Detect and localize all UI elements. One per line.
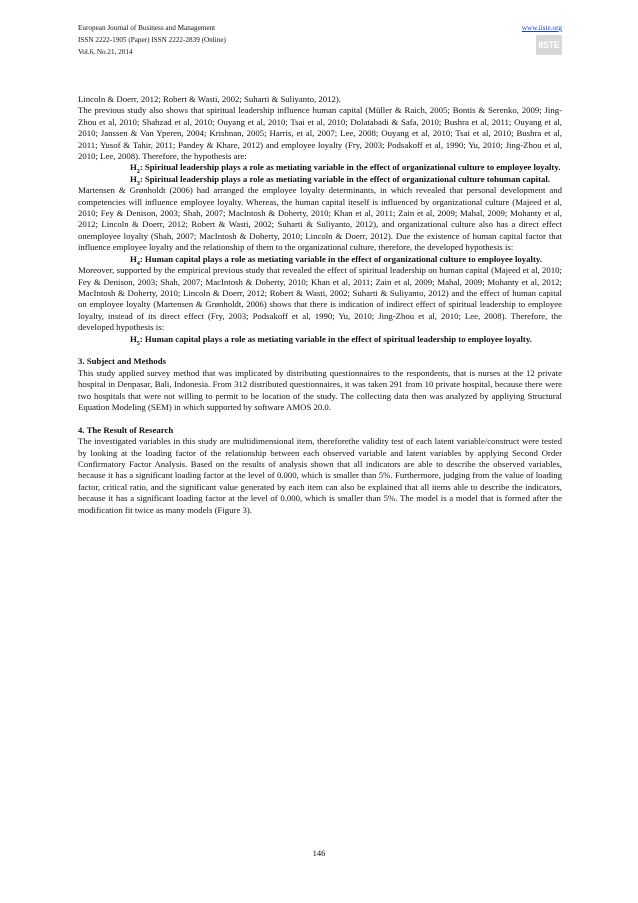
page-header	[78, 22, 562, 58]
page-body	[78, 94, 562, 516]
section-heading-methods: 3. Subject and Methods	[78, 356, 166, 367]
page-number: 146	[312, 848, 326, 858]
paragraph-methods: This study applied survey method that was implicated by distributing questionnaires to the respondents, that is nurses at the 12 private hospital in Denpasar, Bali, Indonesia. From 312 distributed questionnaires, it was taken 291 from 10 private hospital, because there were two hospitals that were not willing to permit to be location of the study. The collecting data then was analyzed by appliying Structural Equation Modeling (SEM) in which supported by software AMOS 20.0.	[78, 367, 562, 412]
hypothesis-h3: $H_3$: Spiritual leadership plays a role as metiating variable in the effect of organizational culture tohuman capital.	[130, 173, 550, 187]
paragraph-4: Moreover, supported by the empirical previous study that revealed the effect of spiritual leadership on human capital (Majeed et al, 2010; Fey & Denison, 2003; Shah, 2007; MacIntosh & Doherty, 2010; Khan et al, 2011; Zain et al, 2009; Mahal, 2009; Mohanty et al, 2012; MacIntosh & Doherty, 2010; Lincoln & Doerr, 2012; Robert & Wasti, 2002; Suharti & Suliyanto, 2012) and the effect of human capital on employee loyalty (Martensen & Grønholdt, 2006) shows that there is indication of indirect effect of spiritual leadership to employee loyalty, instead of its direct effect (Fry, 2003; Podsakoff et al, 1990; Yu, 2010; Jing-Zhou et al, 2010; Lee, 2008). Therefore, the developed hypothesis is:	[78, 265, 562, 333]
volume-line: Vol.6, No.21, 2014	[78, 48, 133, 56]
iiste-logo: IISTE	[536, 35, 562, 55]
hypothesis-h5: $H_5$: Human capital plays a role as metiating variable in the effect of spiritual leadership to employee loyalty.	[130, 333, 532, 347]
paragraph-3: Martensen & Grønholdt (2006) had arranged the employee loyalty determinants, in which revealed that personal development and competencies will influence employee loyalty. Whereas, the human capital iteself is influenced by organizational culture (Majeed et al, 2010; Fey & Denison, 2003; Shah, 2007; MacIntosh & Doherty, 2010; Khan et al, 2011; Zain et al, 2009; Mahal, 2009; Mohanty et al, 2012; Lincoln & Doerr, 2012; Robert & Wasti, 2002; Suharti & Suliyanto, 2012), and organizational culture also has a direct effect onemployee loyalty (Shah, 2007; MacIntosh & Doherty, 2010; Lincoln & Doerr, 2012). Due the existence of human capital factor that influence employee loyalty and the relationship of them to the organizational culture, therefore, the developed hypothesis is:	[78, 185, 562, 253]
paragraph-results: The investigated variables in this study are multidimensional item, thereforethe validity test of each latent variable/construct were tested by looking at the loading factor of the relationship between each observed variable and latent variables by applying Second Order Confirmatory Factor Analysis. Based on the results of analysis shown that all indicators are able to describe the observed variables, because it has a significant loading factor at the level of 0.000, which is smaller than 5%. Furthermore, judging from the value of loading factor, critical ratio, and the significant value generated by each item can also be explained that all items able to describe the indicators, because it has a significant loading factor at the level of 0.000, which is smaller than 5%. The model is a model that is formed after the modification fit twice as many models (Figure 3).	[78, 436, 562, 515]
hypothesis-h4: $H_4$: Human capital plays a role as metiating variable in the effect of organizational culture to employee loyalty.	[130, 253, 542, 267]
section-heading-results: 4. The Result of Research	[78, 424, 174, 435]
journal-name: European Journal of Business and Management	[78, 24, 216, 32]
hypothesis-h2: $H_2$: Spiritual leadership plays a role as metiating variable in the effect of organizational culture to employee loyalty.	[130, 162, 561, 176]
journal-url-link[interactable]: www.iiste.org	[521, 24, 562, 32]
issn-line: ISSN 2222-1905 (Paper) ISSN 2222-2839 (Online)	[78, 36, 226, 44]
paragraph-2: The previous study also shows that spiritual leadership influence human capital (Müller & Raich, 2005; Bontis & Serenko, 2009; Jing-Zhou et al, 2010; Shahzad et al, 2010; Ouyang et al, 2010; Tsai et al, 2010; Dolatabadi & Safa, 2010; Bushra et al, 2011; Ouyang et al, 2010; Janssen & Van Yperen, 2004; Krishnan, 2005; Harris, et al, 2007; Lee, 2008; Ouyang et al, 2010; Tsai et al, 2010; Bushra et al, 2011; Yusof & Tahir, 2011; Pandey & Khare, 2012) and employee loyalty (Fry, 2003; Podsakoff et al, 1990; Yu, 2010; Jing-Zhou et al, 2010; Lee, 2008). Therefore, the hypothesis are:	[78, 105, 562, 162]
paragraph-1: Lincoln & Doerr, 2012; Robert & Wasti, 2002; Suharti & Suliyanto, 2012).	[78, 94, 341, 104]
